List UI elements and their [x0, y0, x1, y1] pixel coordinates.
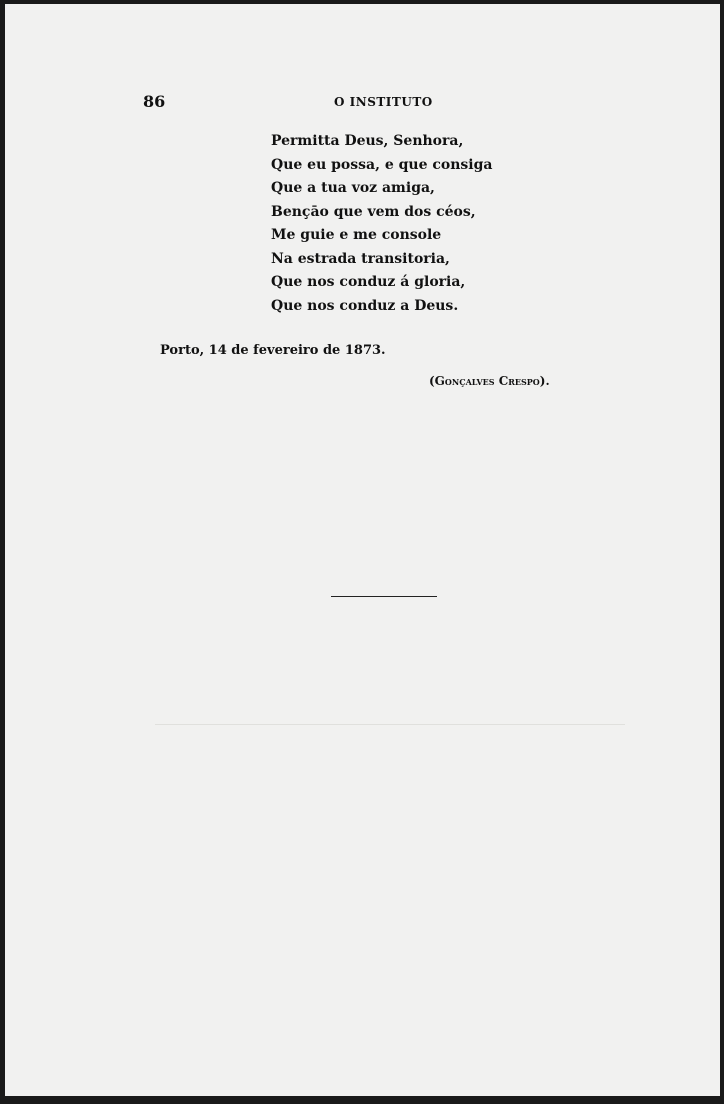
- page-number: 86: [143, 92, 166, 111]
- running-title: O INSTITUTO: [334, 95, 433, 109]
- poem-line: Bençāo que vem dos céos,: [271, 203, 476, 220]
- author-signature: (Gonçalves Crespo).: [429, 374, 550, 388]
- poem-line: Que nos conduz a Deus.: [271, 297, 459, 314]
- poem-line: Que a tua voz amiga,: [271, 180, 435, 196]
- poem-stanza: [271, 130, 492, 318]
- show-through-texture: [155, 724, 625, 821]
- poem-line: Permitta Deus, Senhora,: [271, 133, 464, 149]
- poem-line: Me guie e me console: [271, 227, 442, 243]
- poem-line: Que nos conduz á gloria,: [271, 274, 466, 290]
- section-divider: [331, 596, 437, 597]
- poem-line: Na estrada transitoria,: [271, 250, 450, 267]
- poem-line: Que eu possa, e que consiga: [271, 156, 493, 173]
- dateline: Porto, 14 de fevereiro de 1873.: [160, 343, 386, 358]
